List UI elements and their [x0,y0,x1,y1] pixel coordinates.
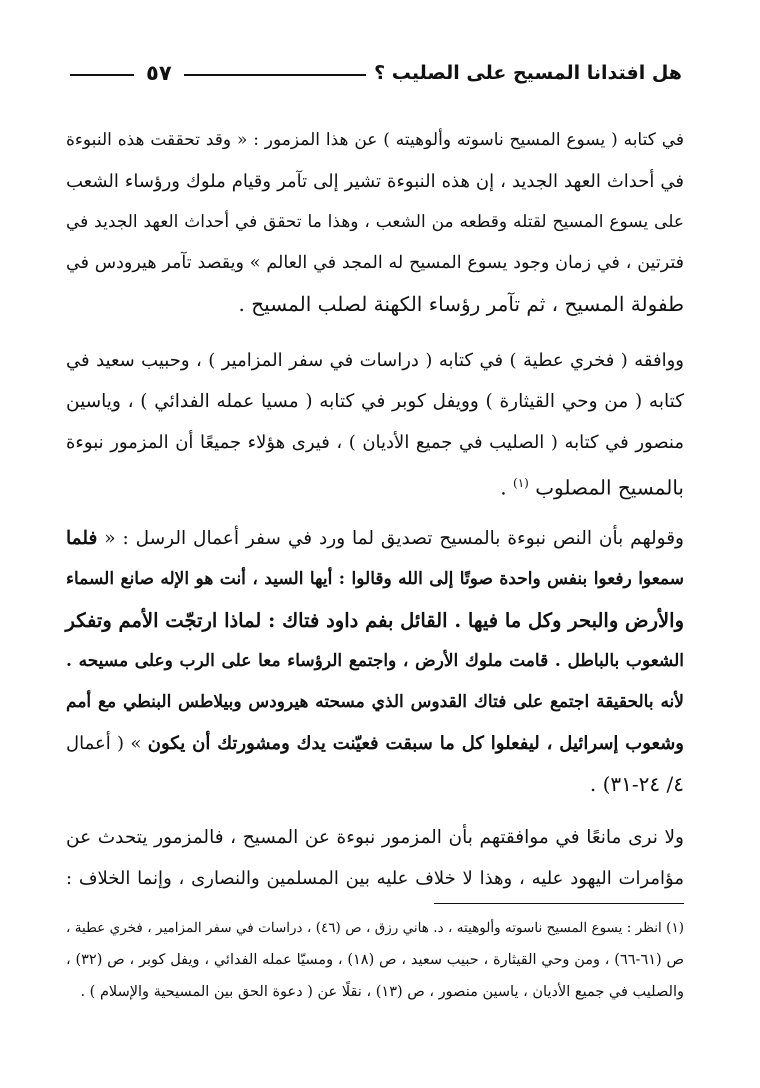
paragraph-1 [66,120,684,325]
text-line: ٤/ ٢٤-٣١) . [589,772,684,796]
text-line: مؤامرات اليهود عليه ، وهذا لا خلاف عليه بين المسلمين والنصارى ، وإنما الخلاف : [66,868,684,889]
text-segment: وقولهم بأن النص نبوءة بالمسيح تصديق لما ورد في سفر أعمال الرسل : « [97,528,684,549]
footnotes [66,912,684,1008]
paragraph-3 [66,518,684,805]
running-header [70,58,682,88]
footnote-line: والصليب في جميع الأديان ، ياسين منصور ، ص (١٣) ، نقلًا عن ( دعوة الحق بين المسيحية والإسلام ) . [80,984,684,1000]
footnote-line: ص (٦١-٦٦) ، ومن وحي القيثارة ، حبيب سعيد ، ص (١٨) ، ومسيّا عمله الفدائي ، ويفل كوبر ، ص (٣٢) ، [66,952,685,968]
footnote-line: (١) انظر : يسوع المسيح ناسوته وألوهيته ، د. هاني رزق ، ص (٤٦) ، دراسات في سفر المزامير ، فخري عطية ، [66,920,684,936]
text-segment: . [500,475,513,500]
text-line [66,723,684,764]
quoted-line: سمعوا رفعوا بنفس واحدة صوتًا إلى الله وقالوا : أيها السيد ، أنت هو الإله صانع السماء [66,569,684,589]
text-line: منصور في كتابه ( الصليب في جميع الأديان ) ، فيرى هؤلاء جميعًا أن المزمور نبوءة [66,432,684,453]
text-segment: » ( أعمال [66,733,148,754]
quoted-text: وشعوب إسرائيل ، ليفعلوا كل ما سبقت فعيّنت يدك ومشورتك أن يكون [147,733,684,754]
text-line [66,463,684,509]
text-segment: بالمسيح المصلوب [535,475,684,500]
footnote-divider [434,903,684,904]
quoted-text: فلما [66,528,98,549]
quoted-line: الشعوب بالباطل . قامت ملوك الأرض ، واجتمع الرؤساء معا على الرب وعلى مسيحه . [66,651,684,671]
quoted-line: والأرض والبحر وكل ما فيها . القائل بفم داود فتاك : لماذا ارتجّت الأمم وتفكر [65,609,684,632]
page-number: ٥٧ [146,61,172,85]
header-rule-long [184,74,367,76]
paragraph-2 [66,340,684,509]
header-rule-short [70,74,134,76]
text-line [66,518,684,559]
text-line: كتابه ( من وحي القيثارة ) وويفل كوبر في كتابه ( مسيا عمله الفدائي ) ، وياسين [66,391,684,412]
text-line: ولا نرى مانعًا في موافقتهم بأن المزمور نبوءة عن المسيح ، فالمزمور يتحدث عن [66,827,684,848]
text-line: في أحداث العهد الجديد ، إن هذه النبوءة تشير إلى تآمر وقيام ملوك ورؤساء الشعب [66,171,684,192]
text-line: فترتين ، في زمان وجود يسوع المسيح له المجد في العالم » ويقصد تآمر هيرودس في [66,253,684,273]
paragraph-4 [66,817,684,899]
text-line: في كتابه ( يسوع المسيح ناسوته وألوهيته ) عن هذا المزمور : « وقد تحققت هذه النبوءة [66,130,684,150]
quoted-line: لأنه بالحقيقة اجتمع على فتاك القدوس الذي مسحته هيرودس وبيلاطس البنطي مع أمم [66,692,684,712]
text-line: طفولة المسيح ، ثم تآمر رؤساء الكهنة لصلب المسيح . [238,292,684,316]
text-line: على يسوع المسيح لقتله وقطعه من الشعب ، وهذا ما تحقق في أحداث العهد الجديد في [66,212,684,232]
text-line: ووافقه ( فخري عطية ) في كتابه ( دراسات في سفر المزامير ) ، وحبيب سعيد في [66,350,684,371]
running-title: هل افتدانا المسيح على الصليب ؟ [374,62,682,84]
footnote-reference[interactable]: (١) [513,476,529,490]
